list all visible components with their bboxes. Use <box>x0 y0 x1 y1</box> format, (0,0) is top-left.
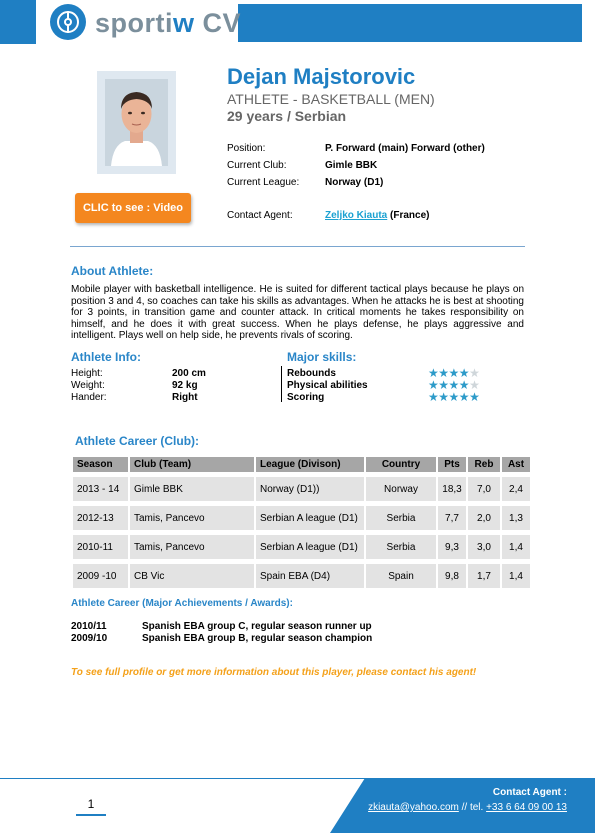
col-ast: Ast <box>502 457 530 472</box>
achievements-title: Athlete Career (Major Achievements / Awards): <box>71 598 293 609</box>
skills-separator <box>281 366 282 402</box>
career-row <box>73 535 530 559</box>
skill-physical: Physical abilities <box>287 380 368 391</box>
header-accent-right <box>238 4 582 42</box>
footer-email-link[interactable]: zkiauta@yahoo.com <box>368 802 459 813</box>
career-row <box>73 506 530 530</box>
cell-country: Serbia <box>366 535 436 559</box>
header-accent-left <box>0 0 36 44</box>
sportiw-logo-icon <box>50 4 86 40</box>
cell-season: 2012-13 <box>73 506 128 530</box>
cell-reb: 3,0 <box>468 535 500 559</box>
cell-ast: 2,4 <box>502 477 530 501</box>
footer-contact-line: zkiauta@yahoo.com // tel. +33 6 64 09 00 13 <box>368 802 567 813</box>
col-reb: Reb <box>468 457 500 472</box>
athlete-age-nationality: 29 years / Serbian <box>227 108 347 124</box>
star-filled-icon: ★ <box>448 378 459 392</box>
cell-season: 2010-11 <box>73 535 128 559</box>
cell-pts: 7,7 <box>438 506 466 530</box>
star-filled-icon: ★ <box>458 366 470 380</box>
career-header-row <box>73 457 530 472</box>
star-filled-icon: ★ <box>458 378 470 392</box>
agent-link[interactable]: Zeljko Kiauta <box>325 210 388 221</box>
about-title: About Athlete: <box>71 264 154 278</box>
cell-club: Tamis, Pancevo <box>130 506 254 530</box>
star-filled-icon: ★ <box>469 390 480 404</box>
star-filled-icon: ★ <box>448 390 459 404</box>
cell-country: Serbia <box>366 506 436 530</box>
star-filled-icon: ★ <box>458 390 470 404</box>
athlete-name: Dejan Majstorovic <box>227 64 416 89</box>
star-filled-icon: ★ <box>448 366 459 380</box>
cell-league: Serbian A league (D1) <box>256 506 364 530</box>
col-club: Club (Team) <box>130 457 254 472</box>
footer-phone-link[interactable]: +33 6 64 09 00 13 <box>486 802 567 813</box>
col-season: Season <box>73 457 128 472</box>
star-filled-icon: ★ <box>438 390 449 404</box>
contact-agent-note: To see full profile or get more information about this player, please contact his agent! <box>71 667 477 678</box>
logo-text: sportiw CV <box>95 8 242 38</box>
section-divider <box>70 246 525 247</box>
cell-pts: 9,3 <box>438 535 466 559</box>
cell-reb: 1,7 <box>468 564 500 588</box>
cell-club: CB Vic <box>130 564 254 588</box>
cell-club: Tamis, Pancevo <box>130 535 254 559</box>
career-table <box>71 455 532 590</box>
cell-season: 2009 -10 <box>73 564 128 588</box>
major-skills-title: Major skills: <box>287 350 357 364</box>
cell-pts: 9,8 <box>438 564 466 588</box>
cell-ast: 1,3 <box>502 506 530 530</box>
cell-league: Norway (D1)) <box>256 477 364 501</box>
footer-contact-title: Contact Agent : <box>492 787 567 798</box>
cell-league: Spain EBA (D4) <box>256 564 364 588</box>
about-text: Mobile player with basketball intelligence. He is suited for different tactical plays because he plays on position 3 and 4, so coaches can take his skills as advantages. When he attacks he is best at shooting for 3 points, in transition game and counter attack. In critical moments he takes responsibility on himself, and he does it with great success. When he plays defense, he plays aggressive and intelligent. Plays well on help side, he prevents rivals of scoring. <box>71 284 524 342</box>
athlete-photo-frame <box>97 71 176 174</box>
cell-reb: 7,0 <box>468 477 500 501</box>
cell-club: Gimle BBK <box>130 477 254 501</box>
cell-pts: 18,3 <box>438 477 466 501</box>
star-empty-icon: ★ <box>469 378 480 392</box>
athlete-role: ATHLETE - BASKETBALL (MEN) <box>227 91 435 107</box>
star-filled-icon: ★ <box>428 366 439 380</box>
star-filled-icon: ★ <box>428 378 439 392</box>
col-pts: Pts <box>438 457 466 472</box>
rating-stars-scoring <box>428 391 479 403</box>
cell-ast: 1,4 <box>502 564 530 588</box>
cell-reb: 2,0 <box>468 506 500 530</box>
athlete-info-title: Athlete Info: <box>71 350 141 364</box>
col-country: Country <box>366 457 436 472</box>
cell-country: Spain <box>366 564 436 588</box>
page-number: 1 <box>76 794 106 816</box>
star-empty-icon: ★ <box>469 366 480 380</box>
watch-video-button[interactable]: CLIC to see : Video <box>75 193 191 223</box>
athlete-photo <box>105 79 168 166</box>
footer-line <box>0 778 380 779</box>
cell-league: Serbian A league (D1) <box>256 535 364 559</box>
career-title: Athlete Career (Club): <box>75 434 200 448</box>
star-filled-icon: ★ <box>428 390 439 404</box>
header-banner <box>0 0 595 44</box>
cell-ast: 1,4 <box>502 535 530 559</box>
career-row <box>73 564 530 588</box>
skill-scoring: Scoring <box>287 392 325 403</box>
career-row <box>73 477 530 501</box>
star-filled-icon: ★ <box>438 366 449 380</box>
col-league: League (Divison) <box>256 457 364 472</box>
star-filled-icon: ★ <box>438 378 449 392</box>
cell-season: 2013 - 14 <box>73 477 128 501</box>
skill-rebounds: Rebounds <box>287 368 336 379</box>
cell-country: Norway <box>366 477 436 501</box>
